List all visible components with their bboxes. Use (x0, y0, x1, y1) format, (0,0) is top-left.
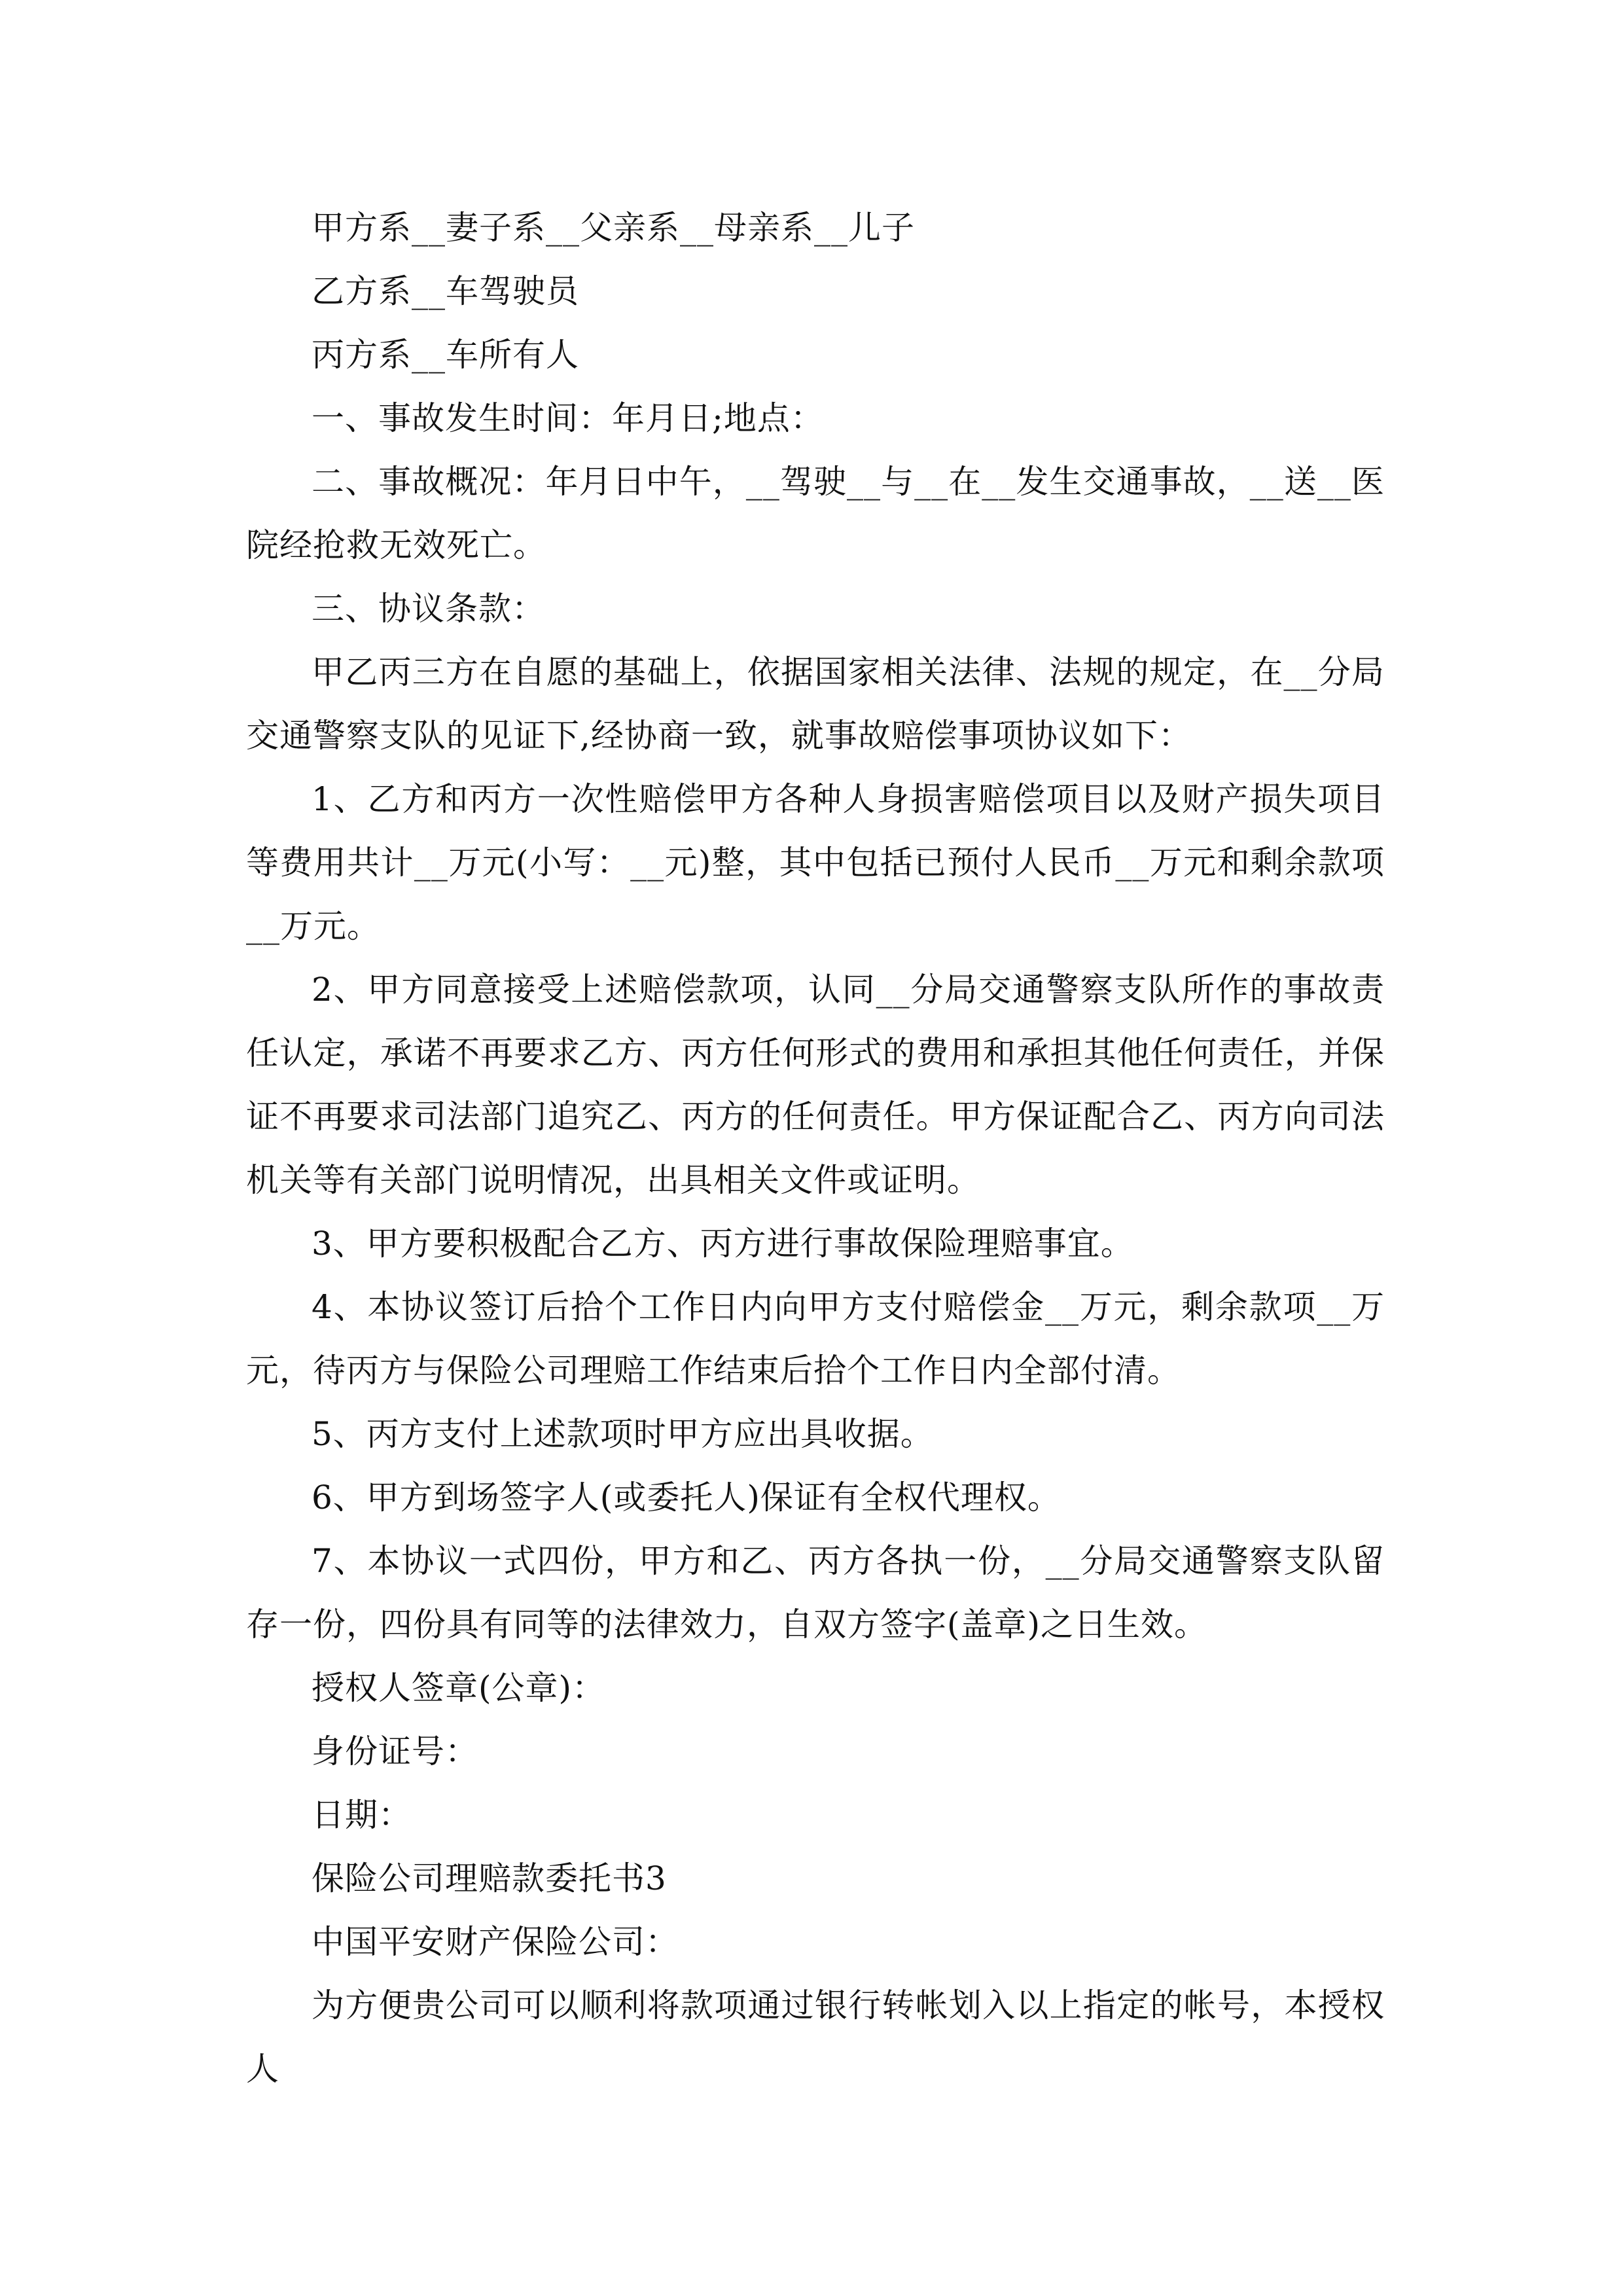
date-line: 日期： (312, 1796, 412, 1834)
clause-4: 4、本协议签订后拾个工作日内向甲方支付赔偿金__万元，剩余款项__万元，待丙方与保险公司理赔工作结束后拾个工作日内全部付清。 (246, 1288, 1385, 1390)
agreement-intro-paragraph: 甲乙丙三方在自愿的基础上，依据国家相关法律、法规的规定，在__分局交通警察支队的见证下,经协商一致，就事故赔偿事项协议如下： (246, 653, 1385, 755)
party-a-line: 甲方系__妻子系__父亲系__母亲系__儿子 (312, 209, 915, 247)
accident-time-line: 一、事故发生时间：年月日;地点： (312, 399, 824, 437)
closing-paragraph: 为方便贵公司可以顺利将款项通过银行转帐划入以上指定的帐号，本授权人 (246, 1986, 1385, 2088)
section-title: 保险公司理赔款委托书3 (312, 1859, 667, 1897)
id-number-line: 身份证号： (312, 1732, 478, 1770)
clause-6: 6、甲方到场签字人(或委托人)保证有全权代理权。 (312, 1479, 1061, 1516)
clause-3: 3、甲方要积极配合乙方、丙方进行事故保险理赔事宜。 (312, 1225, 1134, 1263)
addressee-line: 中国平安财产保险公司： (312, 1923, 679, 1961)
agreement-terms-heading: 三、协议条款： (312, 590, 545, 628)
party-b-line: 乙方系__车驾驶员 (312, 272, 579, 310)
clause-2: 2、甲方同意接受上述赔偿款项，认同__分局交通警察支队所作的事故责任认定，承诺不再要求乙方、丙方任何形式的费用和承担其他任何责任，并保证不再要求司法部门追究乙、丙方的任何责任。甲方保证配合乙、丙方向司法机关等有关部门说明情况，出具相关文件或证明。 (246, 971, 1385, 1199)
accident-summary-paragraph: 二、事故概况：年月日中午，__驾驶__与__在__发生交通事故，__送__医院经抢救无效死亡。 (246, 463, 1385, 564)
clause-7: 7、本协议一式四份，甲方和乙、丙方各执一份，__分局交通警察支队留存一份，四份具有同等的法律效力，自双方签字(盖章)之日生效。 (246, 1542, 1385, 1643)
clause-5: 5、丙方支付上述款项时甲方应出具收据。 (312, 1415, 934, 1453)
party-c-line: 丙方系__车所有人 (312, 336, 579, 374)
clause-1: 1、乙方和丙方一次性赔偿甲方各种人身损害赔偿项目以及财产损失项目等费用共计__万元(小写：__元)整，其中包括已预付人民币__万元和剩余款项__万元。 (246, 780, 1385, 945)
authorizer-signature-line: 授权人签章(公章)： (312, 1669, 606, 1707)
document-body (246, 196, 1385, 2101)
